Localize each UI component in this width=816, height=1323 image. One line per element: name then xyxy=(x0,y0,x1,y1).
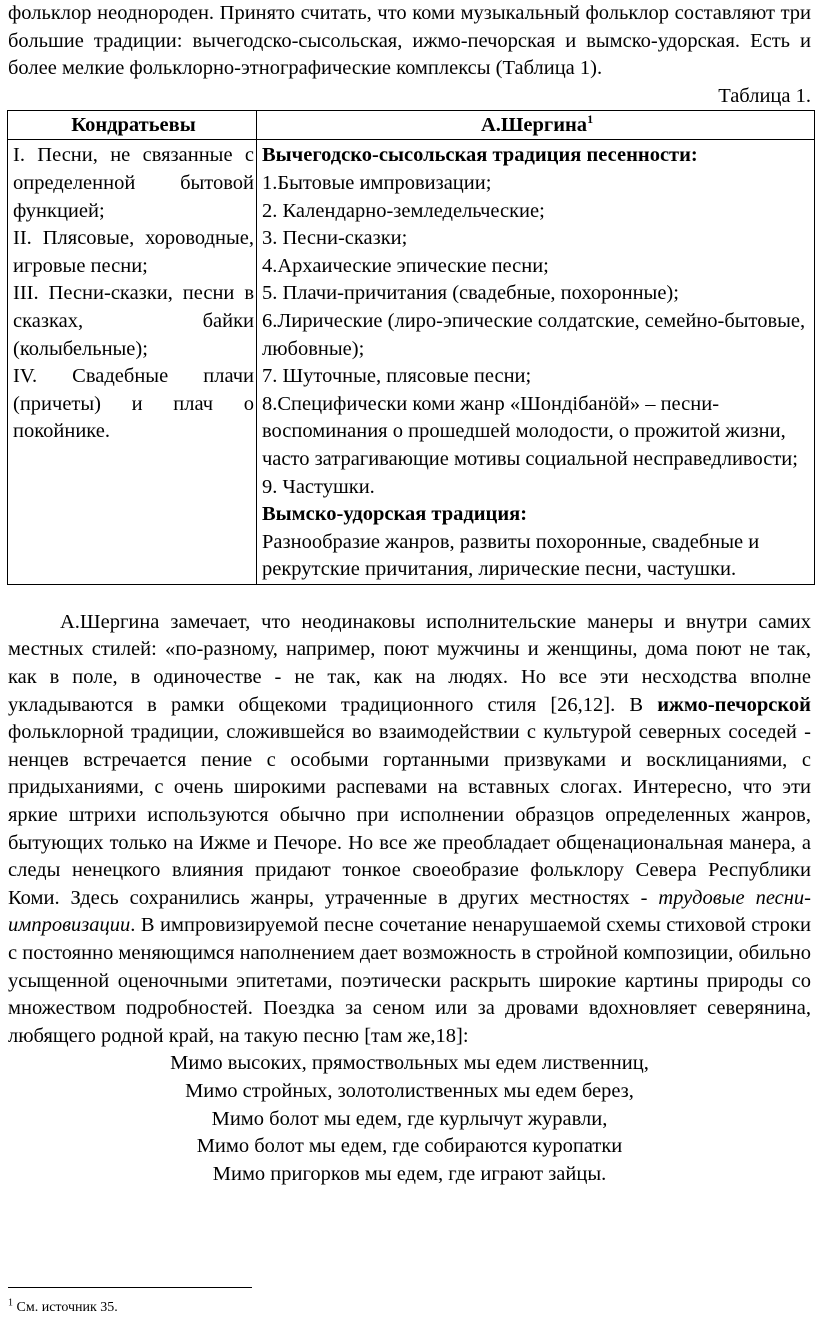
kondratievy-item: II. Плясовые, хороводные, игровые песни; xyxy=(13,227,254,277)
header-right-text: А.Шергина xyxy=(480,113,588,136)
body-italic-term: трудовые песни-импровизации xyxy=(8,886,811,937)
body-text-part1: А.Шергина замечает, что неодинаковы исполнительские манеры и внутри самих местных стилей: «по-разному, например, поют мужчины и женщины, дома поют не так, как в поле, в одиночестве - не так, как на людях. Но все эти несходства вполне укладываются в рамки общекоми традиционного стиля [26,12]. В xyxy=(8,610,811,716)
tradition-heading-vychegda: Вычегодско-сысольская традиция песенности: xyxy=(262,144,698,167)
shergina-item: 9. Частушки. xyxy=(262,475,375,498)
shergina-item: 6.Лирические (лиро-эпические солдатские, семейно-бытовые, любовные); xyxy=(262,309,806,360)
header-shergina xyxy=(257,110,815,140)
kondratievy-item: I. Песни, не связанные с определенной бытовой функцией; xyxy=(13,144,254,222)
shergina-item: 7. Шуточные, плясовые песни; xyxy=(262,365,532,388)
intro-paragraph: фольклор неоднороден. Принято считать, что коми музыкальный фольклор составляют три большие традиции: вычегодско-сысольская, ижмо-печорская и вымско-удорская. Есть и более мелкие фольклорно-этнографические комплексы (Таблица 1). xyxy=(8,2,811,80)
poem-quote xyxy=(8,1050,811,1188)
footnote-marker: 1 xyxy=(587,111,594,126)
shergina-cell xyxy=(257,140,815,585)
kondratievy-item: III. Песни-сказки, песни в сказках, байки (колыбельные); xyxy=(13,282,254,360)
shergina-item: 1.Бытовые импровизации; xyxy=(262,171,492,194)
poem-line: Мимо болот мы едем, где собираются куропатки xyxy=(196,1135,623,1158)
footnote-number: 1 xyxy=(8,1297,13,1309)
shergina-item: 4.Архаические эпические песни; xyxy=(262,254,549,277)
table-header-row xyxy=(8,110,815,140)
shergina-item: 5. Плачи-причитания (свадебные, похоронные); xyxy=(262,282,679,305)
header-kondratievy xyxy=(8,110,257,140)
footnote-separator xyxy=(8,1287,252,1288)
tradition-heading-vym: Вымско-удорская традиция: xyxy=(262,503,528,526)
body-bold-term: ижмо-печорской xyxy=(657,693,811,716)
shergina-item: 3. Песни-сказки; xyxy=(262,227,408,250)
table-body-row xyxy=(8,140,815,585)
body-text-part2: фольклорной традиции, сложившейся во взаимодействии с культурой северных соседей - ненцев встречается пение с особыми гортанными призвуками и восклицаниями, с придыханиями, с очень широкими распевами на вставных слогах. Интересно, что эти яркие штрихи используются обычно при исполнении образцов определенных жанров, бытующих только на Ижме и Печоре. Но все же преобладает общенациональная манера, а следы ненецкого влияния придают тонкое своеобразие фольклору Севера Республики Коми. Здесь сохранились жанры, утраченные в других местностях - xyxy=(8,721,811,909)
body-text-part3: . В импровизируемой песне сочетание ненарушаемой схемы стиховой строки с постоянно меняющимся наполнением дает возможность в стройной композиции, обильно усыщенной оценочными эпитетами, поэтически раскрыть широкие картины природы со множеством подробностей. Поездка за сеном или за дровами вдохновляет северянина, любящего родной край, на такую песню [там же,18]: xyxy=(8,914,811,1047)
document-page xyxy=(8,0,811,1315)
vym-tradition-text: Разнообразие жанров, развиты похоронные, свадебные и рекрутские причитания, лирические песни, частушки. xyxy=(262,530,760,581)
footnote-text: См. источник 35. xyxy=(13,1300,118,1315)
kondratievy-item: IV. Свадебные плачи (причеты) и плач о покойнике. xyxy=(13,365,254,443)
body-paragraph xyxy=(8,609,811,1051)
poem-line: Мимо пригорков мы едем, где играют зайцы. xyxy=(212,1162,607,1185)
table-caption: Таблица 1. xyxy=(718,84,811,107)
kondratievy-cell xyxy=(8,140,257,585)
poem-line: Мимо высоких, прямоствольных мы едем лиственниц, xyxy=(170,1052,649,1075)
footnote xyxy=(8,1299,118,1317)
shergina-item: 2. Календарно-земледельческие; xyxy=(262,199,545,222)
poem-line: Мимо болот мы едем, где курлычут журавли, xyxy=(211,1107,608,1130)
shergina-item: 8.Специфически коми жанр «Шондібанöй» – песни-воспоминания о прошедшей молодости, о прожитой жизни, часто затрагивающие мотивы социальной несправедливости; xyxy=(262,392,798,470)
header-left-text: Кондратьевы xyxy=(71,113,196,136)
poem-line: Мимо стройных, золотолиственных мы едем берез, xyxy=(185,1079,634,1102)
genre-table xyxy=(7,110,815,585)
